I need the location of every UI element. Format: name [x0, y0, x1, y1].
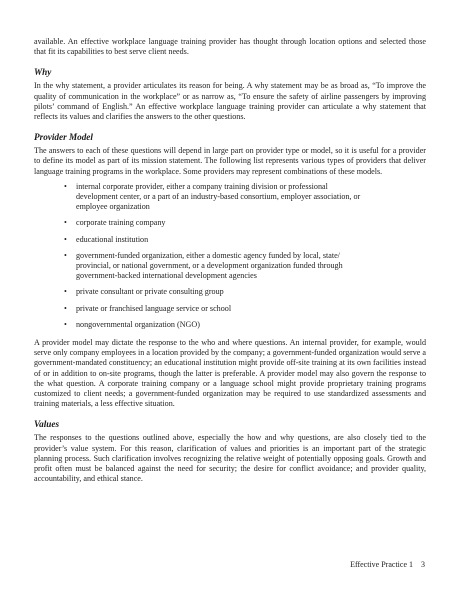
intro-paragraph: available. An effective workplace language training provider has thought through location options and selected those that fit its capabilities to best serve client needs. — [34, 37, 426, 57]
values-paragraph: The responses to the questions outlined above, especially the how and why questions, are also closely tied to the provider’s value system. For this reason, clarification of values and priorities is an important part of the strategic planning process. Such clarification involves recognizing the relative weight of potentially opposing goals. Growth and profit often must be balanced against the need for security; the desire for conflict avoidance; and provider quality, accountability, and ethical stance. — [34, 433, 426, 484]
list-item-text: nongovernmental organization (NGO) — [76, 319, 200, 329]
list-item-text: educational institution — [76, 234, 149, 244]
values-heading: Values — [34, 419, 60, 430]
provider-model-heading: Provider Model — [34, 132, 93, 143]
provider-model-followup-paragraph: A provider model may dictate the response to the who and where questions. An internal provider, for example, would serve only company employees in a location provided by the company; a government-funded organization would serve a government-mandated constituency; an educational institution might provide off-site training at its own facilities instead of or in addition to on-site programs, though the latter is preferable. A provider model may also govern the response to the what question. A corporate training company or a language school might provide proprietary training programs customized to client needs; a government-funded organization may be required to use standardized assessments and training materials, a less effective situation. — [34, 338, 426, 409]
page-number: 3 — [421, 560, 425, 569]
list-item — [34, 304, 426, 314]
list-item — [34, 251, 426, 282]
list-item — [34, 320, 426, 330]
list-item-text: corporate training company — [76, 218, 166, 228]
bullet-icon: • — [64, 181, 67, 191]
list-item — [34, 235, 426, 245]
list-item-text: government-funded organization, either a domestic agency funded by local, state/ provincial, or national government, or a development organization funded through government-backed international development agencies — [76, 250, 343, 281]
bullet-icon: • — [64, 218, 67, 228]
bullet-icon: • — [64, 250, 67, 260]
bullet-icon: • — [64, 319, 67, 329]
page-footer — [350, 560, 425, 569]
list-item-text: internal corporate provider, either a company training division or professional development center, or a part of an industry-based consortium, employer association, or employee organization — [76, 181, 361, 212]
list-item — [34, 182, 426, 213]
why-heading: Why — [34, 67, 52, 78]
bullet-icon: • — [64, 234, 67, 244]
list-item — [34, 218, 426, 228]
bullet-icon: • — [64, 303, 67, 313]
bullet-icon: • — [64, 287, 67, 297]
list-item-text: private consultant or private consulting group — [76, 287, 224, 297]
why-paragraph: In the why statement, a provider articulates its reason for being. A why statement may be as broad as, “To improve the quality of communication in the workplace” or as narrow as, “To ensure the safety of airline passengers by improving pilots’ command of English.” An effective workplace language training provider can articulate a why statement that reflects its values and clarifies the answers to the other questions. — [34, 81, 426, 122]
provider-model-paragraph: The answers to each of these questions will depend in large part on provider type or model, so it is useful for a provider to define its model as part of its mission statement. The following list represents various types of providers that deliver language training programs in the workplace. Some providers may represent combinations of these models. — [34, 146, 426, 176]
list-item-text: private or franchised language service or school — [76, 303, 232, 313]
document-page — [34, 37, 426, 485]
list-item — [34, 287, 426, 297]
running-title: Effective Practice 1 — [350, 560, 413, 569]
provider-types-list — [34, 182, 426, 330]
